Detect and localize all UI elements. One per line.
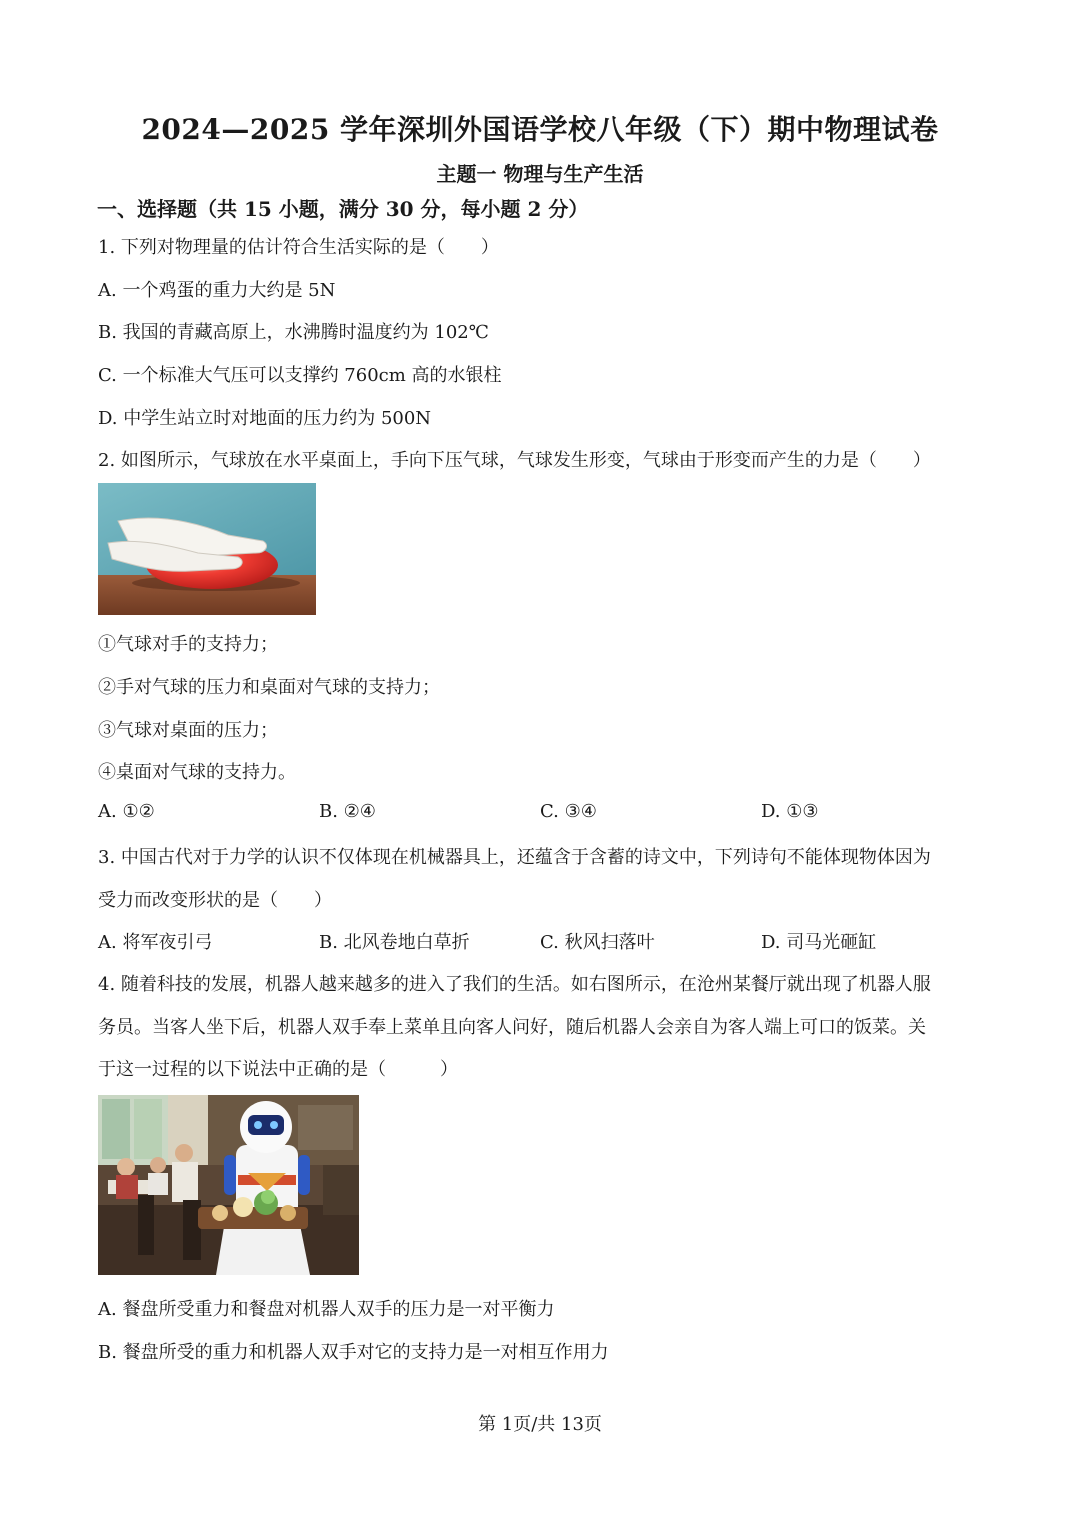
q1-option-b: B. 我国的青藏高原上，水沸腾时温度约为 102℃ [98,322,489,343]
q4-stem-line1: 4. 随着科技的发展，机器人越来越多的进入了我们的生活。如右图所示，在沧州某餐厅就出现了机器人服 [98,974,931,995]
q3-option-a: A. 将军夜引弓 [98,932,213,953]
q4-option-a: A. 餐盘所受重力和餐盘对机器人双手的压力是一对平衡力 [98,1299,555,1320]
robot-waiter-photo [98,1095,359,1275]
q3-option-c: C. 秋风扫落叶 [540,932,655,953]
page-title: 2024—2025 学年深圳外国语学校八年级（下）期中物理试卷 [141,113,939,146]
topic-subtitle: 主题一 物理与生产生活 [436,162,644,186]
q2-option-c: C. ③④ [540,801,597,822]
q1-option-d: D. 中学生站立时对地面的压力约为 500N [98,408,432,429]
q1-option-c: C. 一个标准大气压可以支撑约 760cm 高的水银柱 [98,365,502,386]
q2-stem: 2. 如图所示，气球放在水平桌面上，手向下压气球，气球发生形变，气球由于形变而产生的力是（ ） [98,450,931,471]
q2-item-2: ②手对气球的压力和桌面对气球的支持力； [98,677,440,698]
balloon-photo [98,483,316,615]
page-number: 第 1页/共 13页 [478,1414,602,1435]
section-heading: 一、选择题（共 15 小题，满分 30 分，每小题 2 分） [97,197,589,221]
q4-option-b: B. 餐盘所受的重力和机器人双手对它的支持力是一对相互作用力 [98,1342,609,1363]
q3-stem-line1: 3. 中国古代对于力学的认识不仅体现在机械器具上，还蕴含于含蓄的诗文中，下列诗句不能体现物体因为 [98,847,931,868]
q2-option-b: B. ②④ [319,801,376,822]
q2-item-3: ③气球对桌面的压力； [98,720,278,741]
q1-option-a: A. 一个鸡蛋的重力大约是 5N [98,280,336,301]
q3-option-b: B. 北风卷地白草折 [319,932,470,953]
q2-item-4: ④桌面对气球的支持力。 [98,762,296,783]
q2-option-a: A. ①② [98,801,155,822]
q4-stem-line2: 务员。当客人坐下后，机器人双手奉上菜单且向客人问好，随后机器人会亲自为客人端上可口的饭菜。关 [98,1017,926,1038]
q2-item-1: ①气球对手的支持力； [98,634,278,655]
q4-stem-line3: 于这一过程的以下说法中正确的是（ ） [98,1059,458,1080]
q1-stem: 1. 下列对物理量的估计符合生活实际的是（ ） [98,237,499,258]
q2-option-d: D. ①③ [761,801,819,822]
q3-option-d: D. 司马光砸缸 [761,932,877,953]
q3-stem-line2: 受力而改变形状的是（ ） [98,890,332,911]
